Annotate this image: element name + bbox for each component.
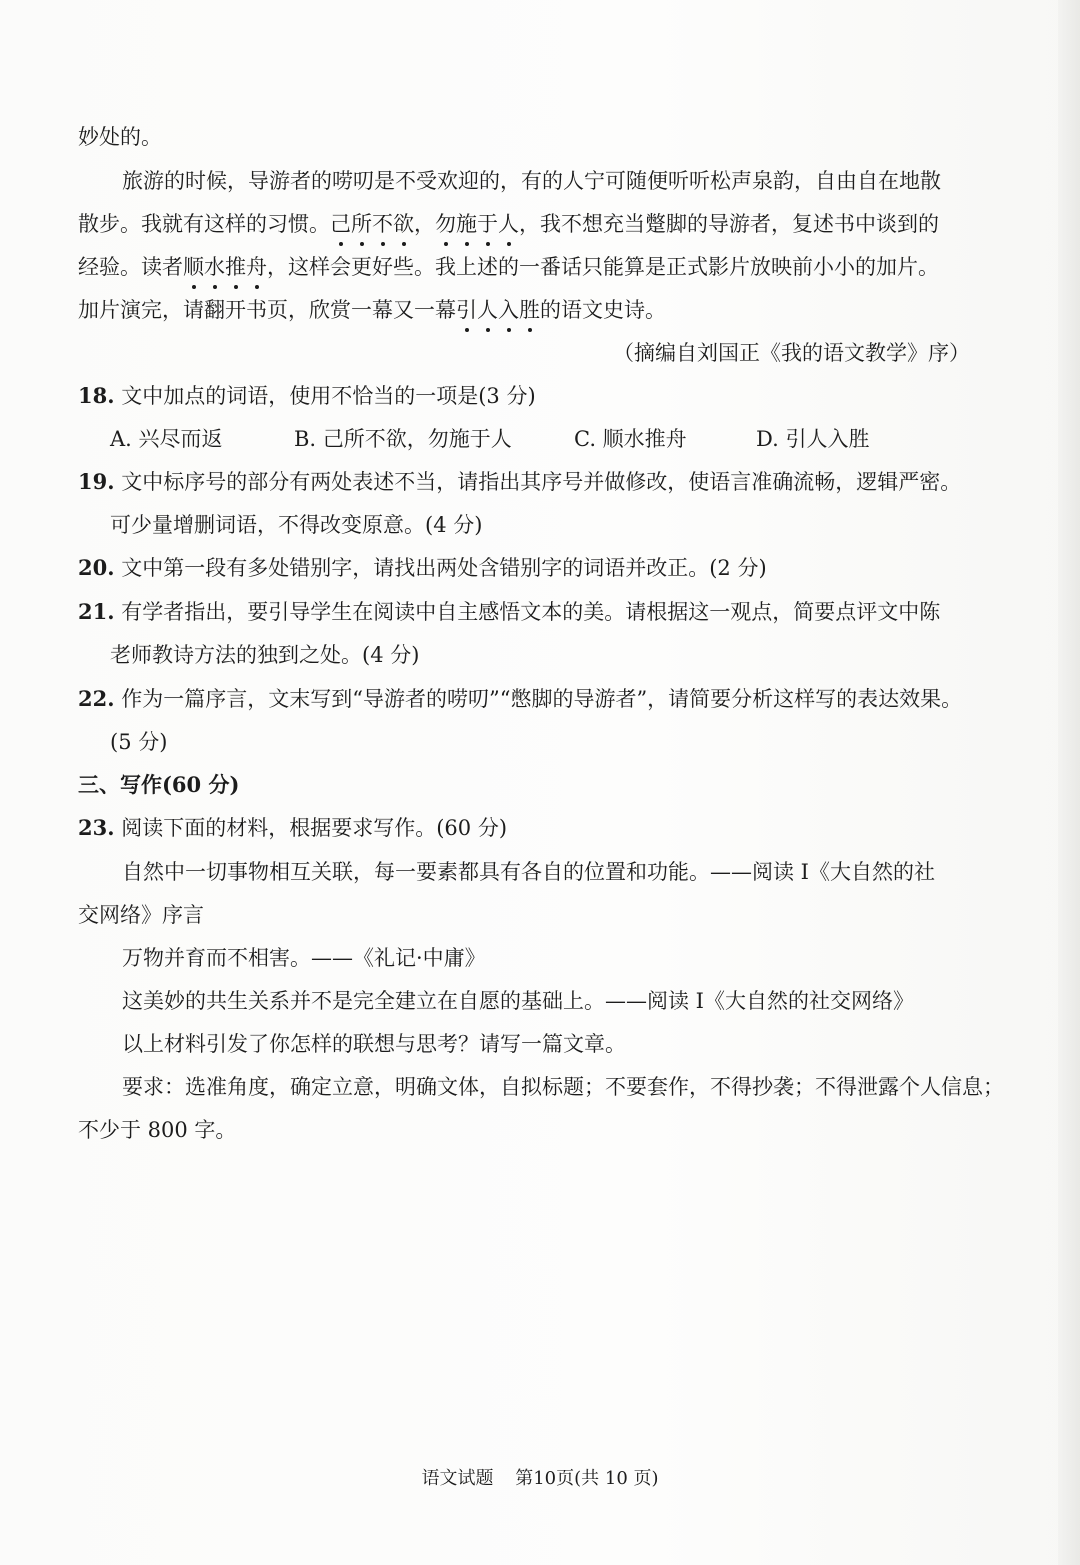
writing-requirements-line-1: 要求：选准角度，确定立意，明确文体，自拟标题；不要套作，不得抄袭；不得泄露个人信息； <box>122 1075 1004 1099</box>
question-20 <box>78 553 970 583</box>
material-3: 这美妙的共生关系并不是完全建立在自愿的基础上。——阅读 Ⅰ《大自然的社交网络》 <box>122 989 914 1013</box>
emphasis-char: 推 <box>225 252 246 282</box>
page-footer <box>0 1466 1080 1492</box>
emphasis-char: ， <box>414 212 435 236</box>
footer-subject: 语文试题 <box>421 1468 494 1489</box>
emphasis-char: 胜 <box>519 295 540 325</box>
question-number: 22. <box>78 686 115 711</box>
section-heading-writing: 三、写作(60 分) <box>78 772 240 797</box>
question-19 <box>78 467 970 497</box>
writing-prompt: 以上材料引发了你怎样的联想与思考？请写一篇文章。 <box>122 1032 626 1056</box>
footer-page-number: 第10页(共 10 页) <box>515 1468 659 1489</box>
question-text: 阅读下面的材料，根据要求写作。(60 分) <box>121 816 508 840</box>
emphasis-char: 不 <box>372 209 393 239</box>
emphasis-char: 入 <box>498 295 519 325</box>
passage-line-2 <box>78 209 970 239</box>
emphasis-char: 人 <box>498 209 519 239</box>
question-21 <box>78 597 970 627</box>
option-c: C. 顺水推舟 <box>574 427 687 451</box>
option-b: B. 己所不欲，勿施于人 <box>294 427 512 451</box>
question-text: 文中加点的词语，使用不恰当的一项是(3 分) <box>121 384 536 408</box>
emphasis-char: 欲 <box>393 209 414 239</box>
emphasis-char: 顺 <box>183 252 204 282</box>
passage-text: 加片演完，请翻开书页，欣赏一幕又一幕 <box>78 298 456 322</box>
emphasis-char: 所 <box>351 209 372 239</box>
emphasis-char: 施 <box>456 209 477 239</box>
emphasis-char: 人 <box>477 295 498 325</box>
dotted-phrase-c <box>183 255 267 279</box>
question-19-cont: 可少量增删词语，不得改变原意。(4 分) <box>110 513 483 537</box>
dotted-phrase-d <box>456 298 540 322</box>
question-text: 有学者指出，要引导学生在阅读中自主感悟文本的美。请根据这一观点，简要点评文中陈 <box>121 600 941 624</box>
passage-line-0: 妙处的。 <box>78 125 162 149</box>
material-2: 万物并育而不相害。——《礼记·中庸》 <box>122 946 486 970</box>
question-number: 20. <box>78 555 115 580</box>
q18-options <box>110 424 970 454</box>
question-21-cont: 老师教诗方法的独到之处。(4 分) <box>110 643 420 667</box>
material-1-line-1: 自然中一切事物相互关联，每一要素都具有各自的位置和功能。——阅读 Ⅰ《大自然的社 <box>122 860 935 884</box>
emphasis-char: 于 <box>477 209 498 239</box>
question-number: 23. <box>78 815 115 840</box>
question-23 <box>78 813 970 843</box>
passage-text: 的语文史诗。 <box>540 298 666 322</box>
paper-edge <box>1058 0 1080 1565</box>
emphasis-char: 引 <box>456 295 477 325</box>
dotted-phrase-b <box>330 212 519 236</box>
material-1-line-2: 交网络》序言 <box>78 903 204 927</box>
question-number: 19. <box>78 469 115 494</box>
passage-text: 经验。读者 <box>78 255 183 279</box>
writing-requirements-line-2: 不少于 800 字。 <box>78 1118 237 1142</box>
question-number: 18. <box>78 383 115 408</box>
option-d: D. 引人入胜 <box>756 427 870 451</box>
emphasis-char: 己 <box>330 209 351 239</box>
option-a: A. 兴尽而返 <box>110 427 223 451</box>
passage-text: ，这样会更好些。我上述的一番话只能算是正式影片放映前小小的加片。 <box>267 255 939 279</box>
passage-line-1: 旅游的时候，导游者的唠叨是不受欢迎的，有的人宁可随便听听松声泉韵，自由自在地散 <box>122 169 941 193</box>
question-22 <box>78 684 970 714</box>
passage-source: （摘编自刘国正《我的语文教学》序） <box>613 341 970 365</box>
emphasis-char: 舟 <box>246 252 267 282</box>
question-22-cont: (5 分) <box>110 730 168 754</box>
emphasis-char: 勿 <box>435 209 456 239</box>
passage-text: ，我不想充当蹩脚的导游者，复述书中谈到的 <box>519 212 939 236</box>
question-number: 21. <box>78 599 115 624</box>
question-text: 文中标序号的部分有两处表述不当，请指出其序号并做修改，使语言准确流畅，逻辑严密。 <box>121 470 962 494</box>
passage-line-3 <box>78 252 970 282</box>
question-18 <box>78 381 970 411</box>
emphasis-char: 水 <box>204 252 225 282</box>
passage-line-4 <box>78 295 970 325</box>
passage-text: 散步。我就有这样的习惯。 <box>78 212 330 236</box>
question-text: 作为一篇序言，文末写到“导游者的唠叨”“憋脚的导游者”，请简要分析这样写的表达效果。 <box>121 687 963 711</box>
question-text: 文中第一段有多处错别字，请找出两处含错别字的词语并改正。(2 分) <box>121 556 767 580</box>
